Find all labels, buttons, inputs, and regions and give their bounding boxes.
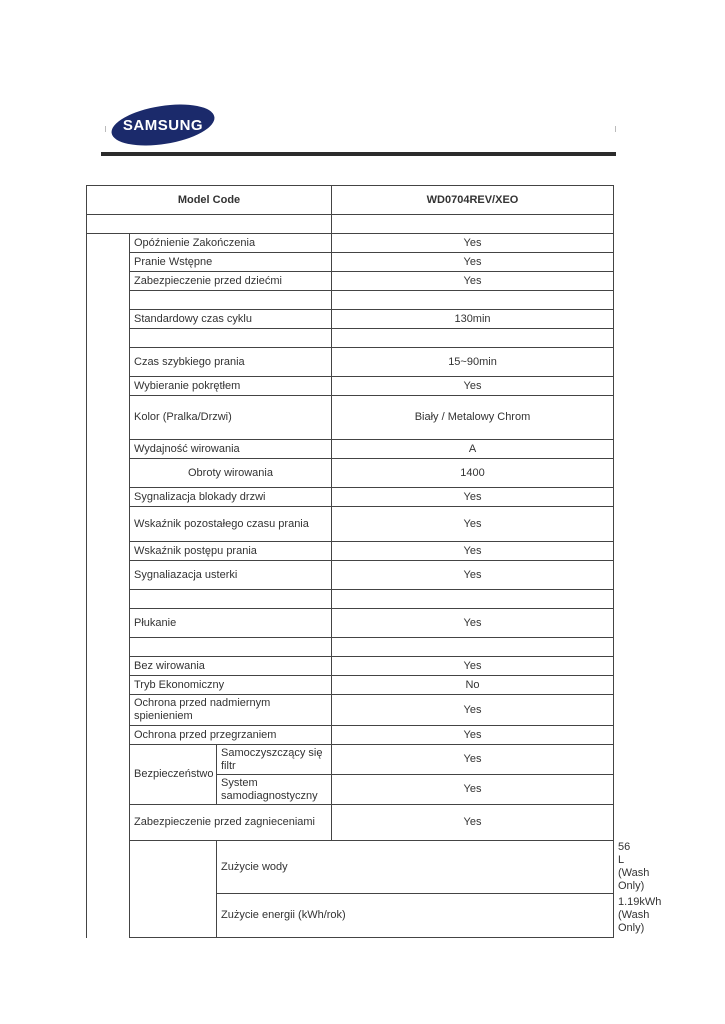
table-row <box>87 348 614 377</box>
table-row <box>87 272 614 291</box>
table-row <box>87 745 614 775</box>
spec-label: Opóźnienie Zakończenia <box>130 234 332 253</box>
table-row <box>87 609 614 638</box>
spec-label: Zużycie wody <box>217 841 614 894</box>
spec-value: 15~90min <box>332 348 614 377</box>
spec-label: Sygnaliazacja usterki <box>130 561 332 590</box>
spec-value: Yes <box>332 253 614 272</box>
table-row <box>87 459 614 488</box>
table-row <box>87 215 614 234</box>
spec-value: Yes <box>332 609 614 638</box>
spec-value: Yes <box>332 377 614 396</box>
spec-value: Yes <box>332 695 614 726</box>
spec-label: Wskaźnik pozostałego czasu prania <box>130 507 332 542</box>
table-row <box>87 377 614 396</box>
safety-label: Bezpieczeństwo <box>130 745 217 805</box>
spec-label: Czas szybkiego prania <box>130 348 332 377</box>
spec-label: Kolor (Pralka/Drzwi) <box>130 396 332 440</box>
table-row: Zużycie wody 56 L (Wash Only) <box>87 841 614 894</box>
table-row <box>87 234 614 253</box>
corner-mark <box>615 126 616 132</box>
spec-value: Yes <box>332 542 614 561</box>
spec-value: Yes <box>332 561 614 590</box>
spec-value: Yes <box>332 272 614 291</box>
table-row <box>87 440 614 459</box>
spec-label: Zużycie energii (kWh/rok) <box>217 894 614 938</box>
model-code-value: WD0704REV/XEO <box>332 186 614 215</box>
table-row <box>87 542 614 561</box>
spec-value: Biały / Metalowy Chrom <box>332 396 614 440</box>
spec-label: Zabezpieczenie przed zagnieceniami <box>130 805 332 841</box>
spec-label: Wybieranie pokrętłem <box>130 377 332 396</box>
table-row <box>87 488 614 507</box>
samsung-logo <box>110 102 216 148</box>
spec-label: Samoczyszczący się filtr <box>217 745 332 775</box>
spec-label: System samodiagnostyczny <box>217 775 332 805</box>
table-row: Zużycie energii (kWh/rok) 1.19kWh (Wash Only) <box>87 894 614 938</box>
table-row <box>87 676 614 695</box>
model-code-label: Model Code <box>87 186 332 215</box>
table-row <box>87 657 614 676</box>
spec-label: Zabezpieczenie przed dziećmi <box>130 272 332 291</box>
spec-value: 130min <box>332 310 614 329</box>
spec-label: Standardowy czas cyklu <box>130 310 332 329</box>
spec-label: Ochrona przed nadmiernym spienieniem <box>130 695 332 726</box>
corner-mark <box>105 126 106 132</box>
spec-label: Ochrona przed przegrzaniem <box>130 726 332 745</box>
table-row <box>87 805 614 841</box>
table-row <box>87 329 614 348</box>
header-rule <box>101 152 616 156</box>
table-row <box>87 253 614 272</box>
spec-value: Yes <box>332 488 614 507</box>
spec-label: Wydajność wirowania <box>130 440 332 459</box>
spec-value: Yes <box>332 726 614 745</box>
table-header-row <box>87 186 614 215</box>
spec-table <box>86 185 662 938</box>
spec-value: Yes <box>332 234 614 253</box>
table-row <box>87 726 614 745</box>
table-row <box>87 310 614 329</box>
spec-label: Płukanie <box>130 609 332 638</box>
table-row <box>87 590 614 609</box>
spec-value: Yes <box>332 745 614 775</box>
table-row <box>87 695 614 726</box>
table-row <box>87 561 614 590</box>
spec-value: 1400 <box>332 459 614 488</box>
spec-label: Pranie Wstępne <box>130 253 332 272</box>
spec-label: Wskaźnik postępu prania <box>130 542 332 561</box>
table-row <box>87 507 614 542</box>
table-row <box>87 291 614 310</box>
spec-label: Sygnalizacja blokady drzwi <box>130 488 332 507</box>
category-cell <box>130 841 217 938</box>
spec-label: Obroty wirowania <box>130 459 332 488</box>
table-row <box>87 396 614 440</box>
brand-text: SAMSUNG <box>122 117 204 134</box>
spec-value: Yes <box>332 805 614 841</box>
category-cell <box>87 234 130 938</box>
table-row <box>87 638 614 657</box>
spec-label: Tryb Ekonomiczny <box>130 676 332 695</box>
spec-value: Yes <box>332 775 614 805</box>
spec-label: Bez wirowania <box>130 657 332 676</box>
spec-value: No <box>332 676 614 695</box>
spec-value: Yes <box>332 657 614 676</box>
spec-value: A <box>332 440 614 459</box>
spec-value: Yes <box>332 507 614 542</box>
